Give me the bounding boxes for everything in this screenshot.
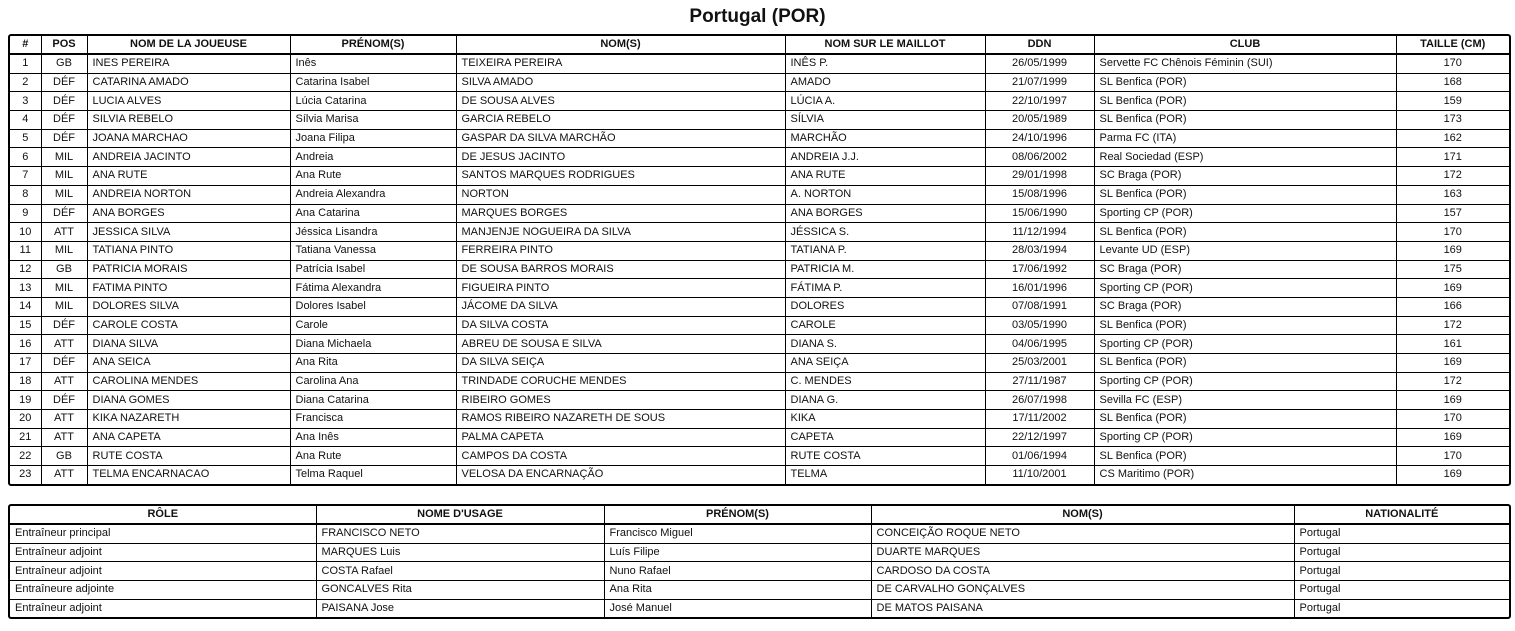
cell-position: ATT [41,466,87,484]
cell-first-names: Andreia Alexandra [290,185,456,204]
cell-club: SL Benfica (POR) [1094,92,1396,111]
column-header-role: RÔLE [10,506,316,524]
cell-club: CS Maritimo (POR) [1094,466,1396,484]
player-row [10,185,1509,204]
cell-number: 20 [10,410,41,429]
cell-number: 9 [10,204,41,223]
cell-surnames: MANJENJE NOGUEIRA DA SILVA [456,223,785,242]
cell-surnames: DUARTE MARQUES [871,543,1294,562]
cell-position: GB [41,260,87,279]
player-row [10,410,1509,429]
cell-player-name: ANDREIA NORTON [87,185,290,204]
cell-surnames: DE CARVALHO GONÇALVES [871,581,1294,600]
cell-birth-date: 11/12/1994 [985,223,1094,242]
cell-number: 6 [10,148,41,167]
cell-height: 166 [1396,297,1509,316]
cell-club: Sevilla FC (ESP) [1094,391,1396,410]
cell-shirt-name: CAROLE [785,316,985,335]
cell-shirt-name: ANDREIA J.J. [785,148,985,167]
column-header-surnames: NOM(S) [456,36,785,54]
cell-player-name: JESSICA SILVA [87,223,290,242]
cell-first-names: Inês [290,54,456,73]
cell-number: 19 [10,391,41,410]
cell-usage-name: GONCALVES Rita [316,581,604,600]
player-row [10,204,1509,223]
cell-first-names: Jéssica Lisandra [290,223,456,242]
cell-player-name: INES PEREIRA [87,54,290,73]
cell-usage-name: MARQUES Luis [316,543,604,562]
cell-surnames: TRINDADE CORUCHE MENDES [456,372,785,391]
cell-birth-date: 15/08/1996 [985,185,1094,204]
cell-first-names: Carole [290,316,456,335]
cell-position: GB [41,54,87,73]
cell-club: SL Benfica (POR) [1094,316,1396,335]
cell-birth-date: 17/11/2002 [985,410,1094,429]
cell-first-names: Tatiana Vanessa [290,241,456,260]
cell-first-names: Andreia [290,148,456,167]
cell-club: SL Benfica (POR) [1094,354,1396,373]
cell-number: 14 [10,297,41,316]
cell-position: ATT [41,223,87,242]
staff-row [10,581,1509,600]
cell-shirt-name: ANA RUTE [785,167,985,186]
players-header-row [10,36,1509,54]
cell-first-names: Ana Rute [290,447,456,466]
staff-row [10,599,1509,617]
cell-player-name: ANA RUTE [87,167,290,186]
cell-club: Sporting CP (POR) [1094,335,1396,354]
cell-shirt-name: A. NORTON [785,185,985,204]
cell-club: Sporting CP (POR) [1094,204,1396,223]
cell-position: ATT [41,372,87,391]
cell-height: 172 [1396,316,1509,335]
cell-number: 7 [10,167,41,186]
column-header-first-names: PRÉNOM(S) [604,506,871,524]
player-row [10,354,1509,373]
cell-shirt-name: RUTE COSTA [785,447,985,466]
player-row [10,466,1509,484]
cell-surnames: DE SOUSA ALVES [456,92,785,111]
cell-birth-date: 01/06/1994 [985,447,1094,466]
player-row [10,167,1509,186]
cell-surnames: ABREU DE SOUSA E SILVA [456,335,785,354]
cell-number: 12 [10,260,41,279]
cell-height: 170 [1396,223,1509,242]
cell-position: DÉF [41,129,87,148]
cell-club: SL Benfica (POR) [1094,111,1396,130]
cell-club: SL Benfica (POR) [1094,447,1396,466]
cell-height: 172 [1396,372,1509,391]
cell-first-names: Ana Catarina [290,204,456,223]
cell-first-names: Francisco Miguel [604,524,871,543]
cell-club: SL Benfica (POR) [1094,223,1396,242]
cell-first-names: José Manuel [604,599,871,617]
cell-nationality: Portugal [1294,599,1509,617]
cell-position: MIL [41,148,87,167]
cell-nationality: Portugal [1294,562,1509,581]
player-row [10,372,1509,391]
cell-shirt-name: LÚCIA A. [785,92,985,111]
cell-height: 168 [1396,73,1509,92]
cell-number: 2 [10,73,41,92]
player-row [10,335,1509,354]
cell-birth-date: 22/10/1997 [985,92,1094,111]
cell-height: 170 [1396,447,1509,466]
cell-number: 17 [10,354,41,373]
player-row [10,316,1509,335]
player-row [10,111,1509,130]
cell-nationality: Portugal [1294,581,1509,600]
cell-position: GB [41,447,87,466]
cell-role: Entraîneur adjoint [10,599,316,617]
cell-first-names: Ana Inês [290,428,456,447]
cell-height: 163 [1396,185,1509,204]
cell-player-name: ANA BORGES [87,204,290,223]
cell-club: Levante UD (ESP) [1094,241,1396,260]
cell-club: Parma FC (ITA) [1094,129,1396,148]
cell-shirt-name: SÍLVIA [785,111,985,130]
cell-surnames: CARDOSO DA COSTA [871,562,1294,581]
cell-height: 170 [1443,57,1462,70]
cell-surnames: DE MATOS PAISANA [871,599,1294,617]
cell-shirt-name: TATIANA P. [785,241,985,260]
cell-player-name: ANA CAPETA [87,428,290,447]
cell-height: 169 [1396,391,1509,410]
cell-height: 159 [1396,92,1509,111]
cell-player-name: LUCIA ALVES [87,92,290,111]
cell-height: 173 [1396,111,1509,130]
cell-shirt-name: TELMA [785,466,985,484]
cell-surnames: RIBEIRO GOMES [456,391,785,410]
cell-club: SL Benfica (POR) [1094,410,1396,429]
cell-birth-date: 04/06/1995 [985,335,1094,354]
cell-birth-date: 07/08/1991 [985,297,1094,316]
cell-surnames: SANTOS MARQUES RODRIGUES [456,167,785,186]
cell-birth-date: 28/03/1994 [985,241,1094,260]
cell-surnames: DE JESUS JACINTO [456,148,785,167]
cell-position: MIL [41,167,87,186]
cell-club: SL Benfica (POR) [1094,73,1396,92]
cell-surnames: NORTON [456,185,785,204]
cell-height: 169 [1396,279,1509,298]
column-header-player-name: NOM DE LA JOUEUSE [87,36,290,54]
cell-birth-date: 27/11/1987 [985,372,1094,391]
cell-surnames: DE SOUSA BARROS MORAIS [456,260,785,279]
cell-shirt-name: ANA SEIÇA [785,354,985,373]
cell-position: DÉF [41,92,87,111]
cell-nationality: Portugal [1299,527,1341,540]
cell-first-names: Joana Filipa [290,129,456,148]
player-row [10,54,1509,73]
cell-player-name: FATIMA PINTO [87,279,290,298]
cell-position: DÉF [41,316,87,335]
cell-shirt-name: ANA BORGES [785,204,985,223]
cell-birth-date: 17/06/1992 [985,260,1094,279]
cell-height: 169 [1396,466,1509,484]
cell-surnames: MARQUES BORGES [456,204,785,223]
cell-surnames: SILVA AMADO [456,73,785,92]
cell-nationality: Portugal [1294,543,1509,562]
cell-player-name: CATARINA AMADO [87,73,290,92]
cell-position: MIL [41,279,87,298]
cell-birth-date: 29/01/1998 [985,167,1094,186]
cell-shirt-name: DOLORES [785,297,985,316]
staff-row [10,543,1509,562]
player-row [10,73,1509,92]
cell-first-names: Diana Catarina [290,391,456,410]
cell-player-name: DIANA GOMES [87,391,290,410]
cell-height: 171 [1396,148,1509,167]
cell-surnames: GASPAR DA SILVA MARCHÃO [456,129,785,148]
cell-player-name: ANDREIA JACINTO [87,148,290,167]
player-row [10,148,1509,167]
cell-surnames: CONCEIÇÃO ROQUE NETO [871,524,1294,543]
cell-player-name: SILVIA REBELO [87,111,290,130]
cell-usage-name: PAISANA Jose [316,599,604,617]
cell-first-names: Fátima Alexandra [290,279,456,298]
staff-row [10,562,1509,581]
staff-header-row [10,506,1509,524]
players-table [10,36,1509,484]
cell-position: ATT [41,428,87,447]
cell-player-name: RUTE COSTA [87,447,290,466]
column-header-number: # [10,36,41,54]
cell-birth-date: 24/10/1996 [985,129,1094,148]
cell-number: 10 [10,223,41,242]
cell-birth-date: 16/01/1996 [985,279,1094,298]
cell-first-names: Sílvia Marisa [290,111,456,130]
cell-first-names: Telma Raquel [290,466,456,484]
cell-height: 172 [1396,167,1509,186]
staff-table-panel [8,504,1511,619]
cell-first-names: Catarina Isabel [290,73,456,92]
cell-number: 21 [10,428,41,447]
cell-shirt-name: DIANA G. [785,391,985,410]
cell-number: 15 [10,316,41,335]
cell-club: SC Braga (POR) [1094,297,1396,316]
cell-player-name: ANA SEICA [87,354,290,373]
cell-position: DÉF [41,354,87,373]
column-header-nationality: NATIONALITÉ [1294,506,1509,524]
cell-birth-date: 26/07/1998 [985,391,1094,410]
cell-birth-date: 21/07/1999 [985,73,1094,92]
cell-player-name: CAROLINA MENDES [87,372,290,391]
cell-number: 18 [10,372,41,391]
cell-first-names: Luís Filipe [604,543,871,562]
cell-position: DÉF [41,204,87,223]
cell-player-name: TATIANA PINTO [87,241,290,260]
cell-surnames: CAMPOS DA COSTA [456,447,785,466]
cell-surnames: PALMA CAPETA [456,428,785,447]
cell-shirt-name: PATRICIA M. [785,260,985,279]
cell-birth-date: 20/05/1989 [985,111,1094,130]
cell-player-name: KIKA NAZARETH [87,410,290,429]
cell-shirt-name: JÉSSICA S. [785,223,985,242]
column-header-birth-date: DDN [985,36,1094,54]
cell-first-names: Lúcia Catarina [290,92,456,111]
cell-birth-date: 15/06/1990 [985,204,1094,223]
cell-surnames: DA SILVA COSTA [456,316,785,335]
cell-surnames: RAMOS RIBEIRO NAZARETH DE SOUS [456,410,785,429]
cell-first-names: Ana Rita [290,354,456,373]
cell-birth-date: 25/03/2001 [985,354,1094,373]
cell-number: 13 [10,279,41,298]
cell-surnames: GARCIA REBELO [456,111,785,130]
cell-surnames: JÁCOME DA SILVA [456,297,785,316]
cell-number: 1 [10,54,41,73]
cell-shirt-name: FÁTIMA P. [785,279,985,298]
cell-number: 23 [10,466,41,484]
cell-position: ATT [41,335,87,354]
cell-first-names: Diana Michaela [290,335,456,354]
player-row [10,297,1509,316]
cell-number: 16 [10,335,41,354]
cell-height: 161 [1396,335,1509,354]
cell-height: 175 [1396,260,1509,279]
player-row [10,260,1509,279]
column-header-club: CLUB [1094,36,1396,54]
cell-shirt-name: DIANA S. [785,335,985,354]
column-header-surnames: NOM(S) [871,506,1294,524]
cell-first-names: Carolina Ana [290,372,456,391]
cell-role: Entraîneure adjointe [10,581,316,600]
cell-number: 11 [10,241,41,260]
cell-position: DÉF [41,73,87,92]
cell-height: 169 [1396,354,1509,373]
player-row [10,428,1509,447]
cell-number: 3 [10,92,41,111]
cell-club: Sporting CP (POR) [1094,372,1396,391]
staff-table [10,506,1509,617]
cell-height: 162 [1396,129,1509,148]
player-row [10,279,1509,298]
page-title: Portugal (POR) [689,6,826,27]
cell-position: MIL [41,185,87,204]
cell-player-name: DOLORES SILVA [87,297,290,316]
player-row [10,241,1509,260]
cell-usage-name: COSTA Rafael [316,562,604,581]
cell-first-names: Ana Rita [604,581,871,600]
column-header-shirt-name: NOM SUR LE MAILLOT [785,36,985,54]
cell-role: Entraîneur adjoint [10,543,316,562]
cell-height: 169 [1396,428,1509,447]
cell-position: DÉF [41,391,87,410]
column-header-position: POS [41,36,87,54]
cell-surnames: FERREIRA PINTO [456,241,785,260]
player-row [10,129,1509,148]
cell-height: 170 [1396,410,1509,429]
players-table-panel [8,34,1511,486]
cell-birth-date: 26/05/1999 [985,54,1094,73]
cell-birth-date: 03/05/1990 [985,316,1094,335]
cell-birth-date: 11/10/2001 [985,466,1094,484]
cell-role: Entraîneur adjoint [10,562,316,581]
player-row [10,92,1509,111]
cell-position: MIL [41,297,87,316]
staff-row [10,524,1509,543]
cell-usage-name: FRANCISCO NETO [316,524,604,543]
cell-first-names: Francisca [290,410,456,429]
cell-number: 22 [10,447,41,466]
cell-shirt-name: CAPETA [785,428,985,447]
cell-first-names: Patrícia Isabel [290,260,456,279]
cell-player-name: DIANA SILVA [87,335,290,354]
cell-club: SC Braga (POR) [1094,260,1396,279]
column-header-usage-name: NOME D'USAGE [316,506,604,524]
cell-shirt-name: C. MENDES [785,372,985,391]
cell-position: DÉF [41,111,87,130]
column-header-height: TAILLE (CM) [1396,36,1509,54]
cell-player-name: JOANA MARCHAO [87,129,290,148]
cell-birth-date: 08/06/2002 [985,148,1094,167]
cell-club: SL Benfica (POR) [1094,185,1396,204]
player-row [10,447,1509,466]
cell-number: 4 [10,111,41,130]
cell-player-name: TELMA ENCARNACAO [87,466,290,484]
cell-number: 8 [10,185,41,204]
cell-shirt-name: MARCHÃO [785,129,985,148]
cell-first-names: Nuno Rafael [604,562,871,581]
cell-position: ATT [41,410,87,429]
cell-shirt-name: AMADO [785,73,985,92]
cell-position: MIL [41,241,87,260]
cell-surnames: DA SILVA SEIÇA [456,354,785,373]
cell-height: 169 [1396,241,1509,260]
cell-club: Servette FC Chênois Féminin (SUI) [1094,54,1396,73]
cell-surnames: FIGUEIRA PINTO [456,279,785,298]
player-row [10,391,1509,410]
cell-shirt-name: INÊS P. [785,54,985,73]
cell-birth-date: 22/12/1997 [985,428,1094,447]
cell-height: 157 [1396,204,1509,223]
cell-surnames: VELOSA DA ENCARNAÇÃO [456,466,785,484]
cell-shirt-name: KIKA [785,410,985,429]
cell-player-name: PATRICIA MORAIS [87,260,290,279]
cell-player-name: CAROLE COSTA [87,316,290,335]
player-row [10,223,1509,242]
cell-surnames: TEIXEIRA PEREIRA [456,54,785,73]
cell-number: 5 [10,129,41,148]
cell-club: SC Braga (POR) [1094,167,1396,186]
cell-club: Sporting CP (POR) [1094,279,1396,298]
cell-first-names: Dolores Isabel [290,297,456,316]
cell-club: Sporting CP (POR) [1094,428,1396,447]
cell-role: Entraîneur principal [10,524,316,543]
column-header-first-names: PRÉNOM(S) [290,36,456,54]
cell-first-names: Ana Rute [290,167,456,186]
cell-club: Real Sociedad (ESP) [1094,148,1396,167]
